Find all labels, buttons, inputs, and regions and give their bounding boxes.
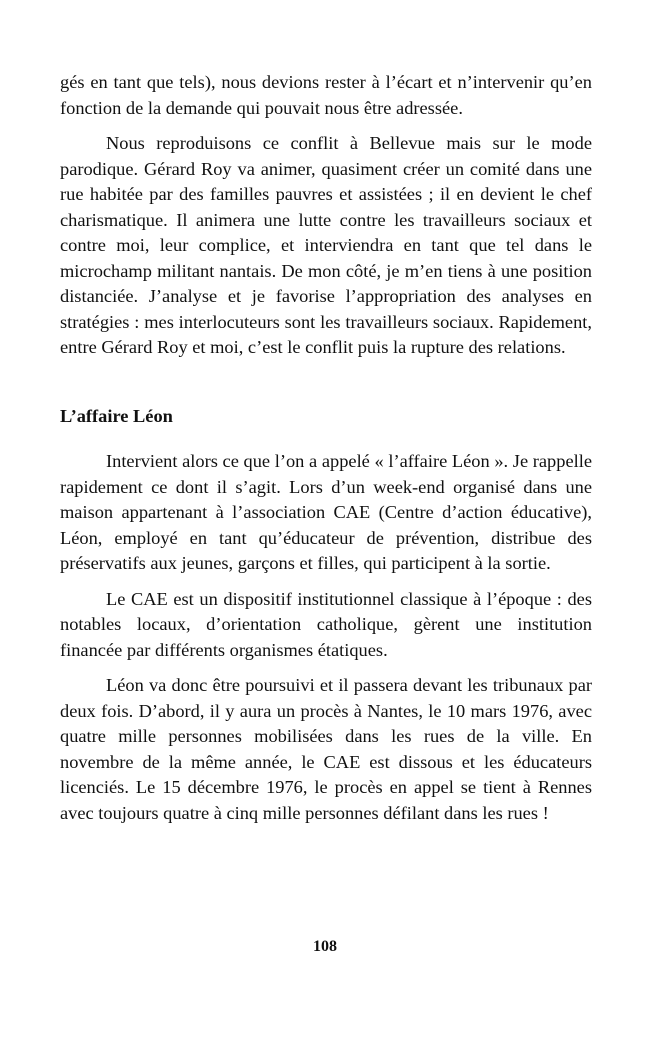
page-body: [60, 70, 592, 826]
paragraph-cae-description: Le CAE est un dispositif institutionnel classique à l’époque : des notables locaux, d’orientation catholique, gèrent une institution financée par différents organismes étatiques.: [60, 588, 592, 660]
paragraph-bellevue-conflict: Nous reproduisons ce conflit à Bellevue mais sur le mode parodique. Gérard Roy va animer, quasiment créer un comité dans une rue habitée par des familles pauvres et assistées ; il en devient le chef charismatique. Il animera une lutte contre les travailleurs sociaux et contre moi, leur complice, et interviendra en tant que tel dans le microchamp militant nantais. De mon côté, je m’en tiens à une position distanciée. J’analyse et je favorise l’appropriation des analyses en stratégies : mes interlocuteurs sont les travailleurs sociaux. Rapidement, entre Gérard Roy et moi, c’est le conflit puis la rupture des relations.: [60, 133, 592, 357]
paragraph-trials: Léon va donc être poursuivi et il passera devant les tribunaux par deux fois. D’abord, il y aura un procès à Nantes, le 10 mars 1976, avec quatre mille personnes mobilisées dans les rues de la ville. En novembre de la même année, le CAE est dissous et les éducateurs licenciés. Le 15 décembre 1976, le procès en appel se tient à Rennes avec toujours quatre à cinq mille personnes défilant dans les rues !: [60, 675, 592, 823]
paragraph-affaire-leon-intro: Intervient alors ce que l’on a appelé « l’affaire Léon ». Je rappelle rapidement ce dont il s’agit. Lors d’un week-end organisé dans une maison appartenant à l’association CAE (Centre d’action éducative), Léon, employé en tant qu’éducateur de prévention, distribue des préservatifs aux jeunes, garçons et filles, qui participent à la sortie.: [60, 451, 592, 573]
section-heading: L’affaire Léon: [60, 405, 173, 426]
page-number: 108: [313, 938, 337, 955]
paragraph-continuation: gés en tant que tels), nous devions rester à l’écart et n’intervenir qu’en fonction de la demande qui pouvait nous être adressée.: [60, 72, 592, 118]
